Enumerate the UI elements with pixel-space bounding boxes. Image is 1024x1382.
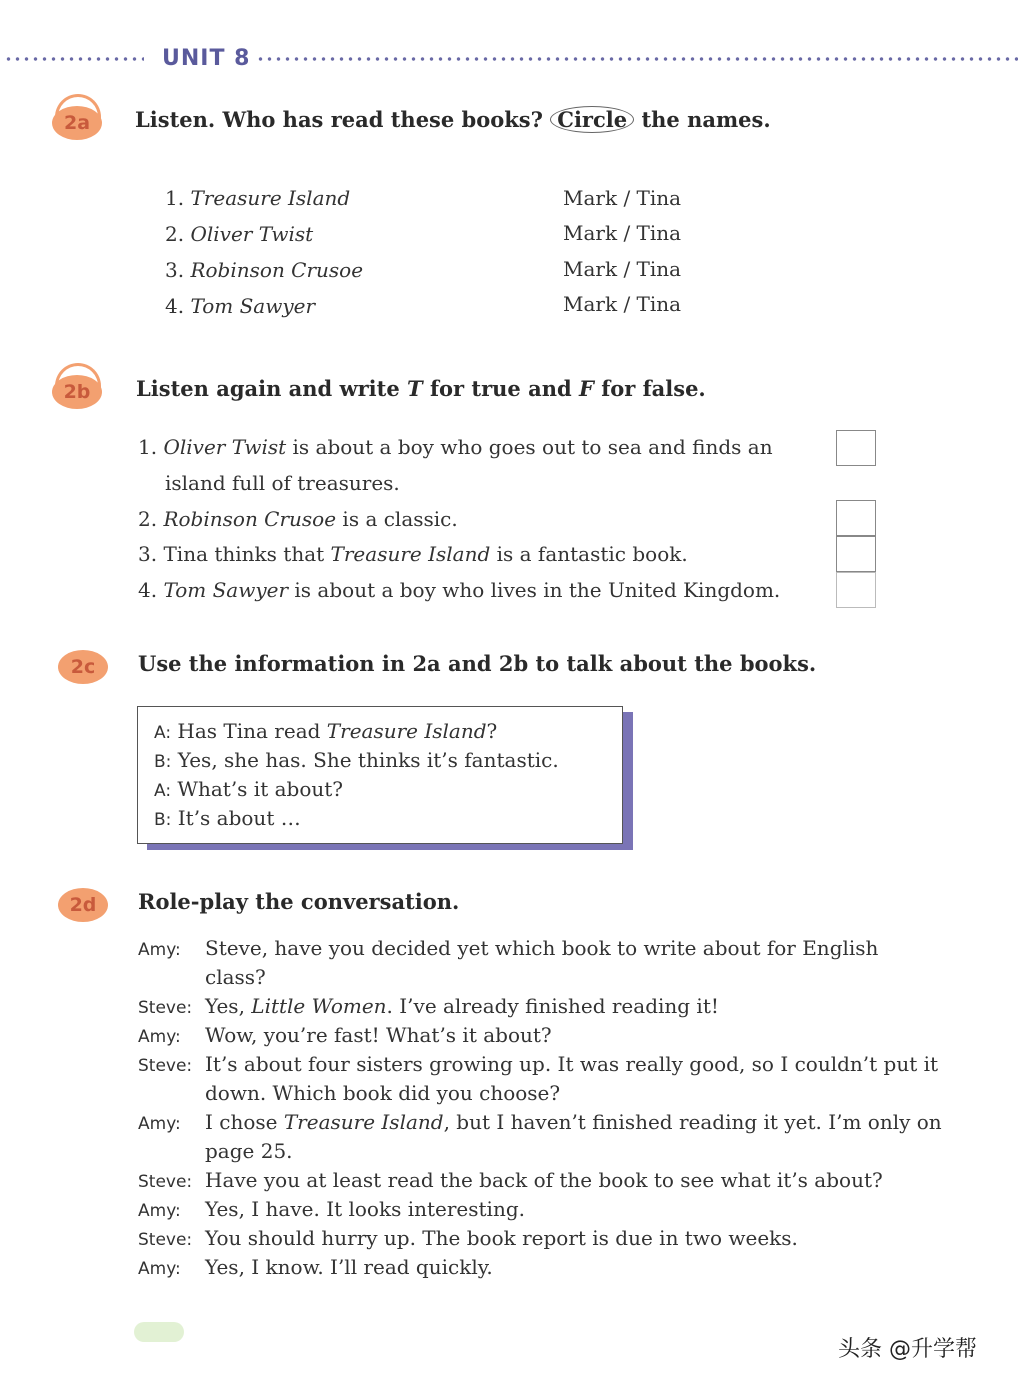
dialog-line xyxy=(154,748,559,772)
item-number: 4. xyxy=(138,578,158,602)
conversation-line: Wow, you’re fast! What’s it about? xyxy=(205,1023,552,1047)
conversation-line xyxy=(205,1110,942,1134)
name-choice: Mark / Tina xyxy=(563,257,682,281)
conversation-line: Have you at least read the back of the book to see what it’s about? xyxy=(205,1168,883,1192)
badge-2a: 2a xyxy=(52,106,102,140)
speaker-label: Steve: xyxy=(138,1230,193,1250)
statement-text: is about a boy who goes out to sea and finds an xyxy=(286,435,773,459)
line-text: . I’ve already finished reading it! xyxy=(386,994,719,1018)
badge-2b: 2b xyxy=(52,375,102,409)
dialog-speaker: A: xyxy=(154,723,172,743)
instr-2b-a: Listen again and write xyxy=(136,376,400,401)
dialog-text: Yes, she has. She thinks it’s fantastic. xyxy=(177,748,559,772)
instr-2a-circled-word: Circle xyxy=(550,106,634,133)
instr-2a-post: the names. xyxy=(641,107,771,132)
name-choice: Mark / Tina xyxy=(563,292,682,316)
book-title: Oliver Twist xyxy=(190,222,314,246)
item-number: 2. xyxy=(165,222,185,246)
instr-2a-pre: Listen. Who has read these books? xyxy=(135,107,543,132)
conversation-line xyxy=(205,994,719,1018)
item-number: 1. xyxy=(138,435,158,459)
book-title: Treasure Island xyxy=(326,719,487,743)
instruction-2d: Role-play the conversation. xyxy=(138,889,460,914)
dialog-line xyxy=(154,777,343,801)
dialog-text: It’s about … xyxy=(177,806,301,830)
list-item xyxy=(138,507,458,531)
book-title: Tom Sawyer xyxy=(190,294,316,318)
watermark: 头条 @升学帮 xyxy=(838,1337,977,1362)
header-dots-left xyxy=(4,56,144,62)
statement-text: is a fantastic book. xyxy=(490,542,688,566)
conversation-line: page 25. xyxy=(205,1139,293,1163)
dialog-text: Has Tina read xyxy=(177,719,327,743)
instr-2b-t: T xyxy=(407,376,423,401)
book-title: Little Women xyxy=(251,994,387,1018)
header-dots-right xyxy=(256,56,1018,62)
instr-2b-f: F xyxy=(578,376,594,401)
list-item xyxy=(138,542,688,566)
item-number: 2. xyxy=(138,507,158,531)
instruction-2a xyxy=(135,106,771,133)
list-item xyxy=(165,222,313,246)
list-item xyxy=(138,435,773,459)
item-number: 3. xyxy=(138,542,158,566)
page-number-tab xyxy=(134,1322,184,1342)
name-choice: Mark / Tina xyxy=(563,186,682,210)
book-title: Treasure Island xyxy=(190,186,351,210)
list-item xyxy=(165,294,315,318)
book-title: Treasure Island xyxy=(330,542,491,566)
conversation-line: down. Which book did you choose? xyxy=(205,1081,561,1105)
book-title: Oliver Twist xyxy=(163,435,287,459)
book-title: Robinson Crusoe xyxy=(163,507,337,531)
badge-2c: 2c xyxy=(58,650,108,684)
item-number: 1. xyxy=(165,186,185,210)
dialog-speaker: A: xyxy=(154,781,172,801)
statement-text: is a classic. xyxy=(336,507,458,531)
statement-continued: island full of treasures. xyxy=(165,471,400,495)
answer-box-1[interactable] xyxy=(836,430,876,466)
instruction-2b xyxy=(136,376,706,401)
speaker-label: Amy: xyxy=(138,1201,181,1221)
conversation-line: class? xyxy=(205,965,266,989)
statement-text: Tina thinks that xyxy=(163,542,331,566)
dialog-line xyxy=(154,719,497,743)
speaker-label: Amy: xyxy=(138,940,181,960)
speaker-label: Steve: xyxy=(138,1056,193,1076)
book-title: Robinson Crusoe xyxy=(190,258,364,282)
conversation-line: Steve, have you decided yet which book to write about for English xyxy=(205,936,879,960)
book-title: Treasure Island xyxy=(283,1110,444,1134)
speaker-label: Steve: xyxy=(138,1172,193,1192)
line-text: , but I haven’t finished reading it yet. I’m only on xyxy=(443,1110,942,1134)
instruction-2c: Use the information in 2a and 2b to talk about the books. xyxy=(138,651,817,676)
name-choice: Mark / Tina xyxy=(563,221,682,245)
conversation-line: You should hurry up. The book report is due in two weeks. xyxy=(205,1226,798,1250)
answer-box-3[interactable] xyxy=(836,536,876,572)
speaker-label: Steve: xyxy=(138,998,193,1018)
book-title: Tom Sawyer xyxy=(163,578,289,602)
conversation-line: Yes, I have. It looks interesting. xyxy=(205,1197,525,1221)
dialog-speaker: B: xyxy=(154,810,172,830)
dialog-text: What’s it about? xyxy=(177,777,343,801)
conversation-line: Yes, I know. I’ll read quickly. xyxy=(205,1255,493,1279)
speaker-label: Amy: xyxy=(138,1259,181,1279)
sample-dialog-box xyxy=(137,706,623,844)
instr-2b-b: for true and xyxy=(429,376,572,401)
instr-2b-c: for false. xyxy=(601,376,706,401)
list-item xyxy=(138,578,780,602)
conversation-line: It’s about four sisters growing up. It was really good, so I couldn’t put it xyxy=(205,1052,939,1076)
unit-title: UNIT 8 xyxy=(162,46,251,71)
line-text: I chose xyxy=(205,1110,284,1134)
dialog-speaker: B: xyxy=(154,752,172,772)
statement-text: is about a boy who lives in the United Kingdom. xyxy=(288,578,781,602)
badge-2d: 2d xyxy=(58,888,108,922)
answer-box-2[interactable] xyxy=(836,500,876,536)
speaker-label: Amy: xyxy=(138,1114,181,1134)
line-text: Yes, xyxy=(205,994,252,1018)
item-number: 4. xyxy=(165,294,185,318)
item-number: 3. xyxy=(165,258,185,282)
list-item xyxy=(165,186,350,210)
list-item xyxy=(165,258,363,282)
dialog-text: ? xyxy=(486,719,498,743)
dialog-line xyxy=(154,806,301,830)
speaker-label: Amy: xyxy=(138,1027,181,1047)
answer-box-4[interactable] xyxy=(836,572,876,608)
